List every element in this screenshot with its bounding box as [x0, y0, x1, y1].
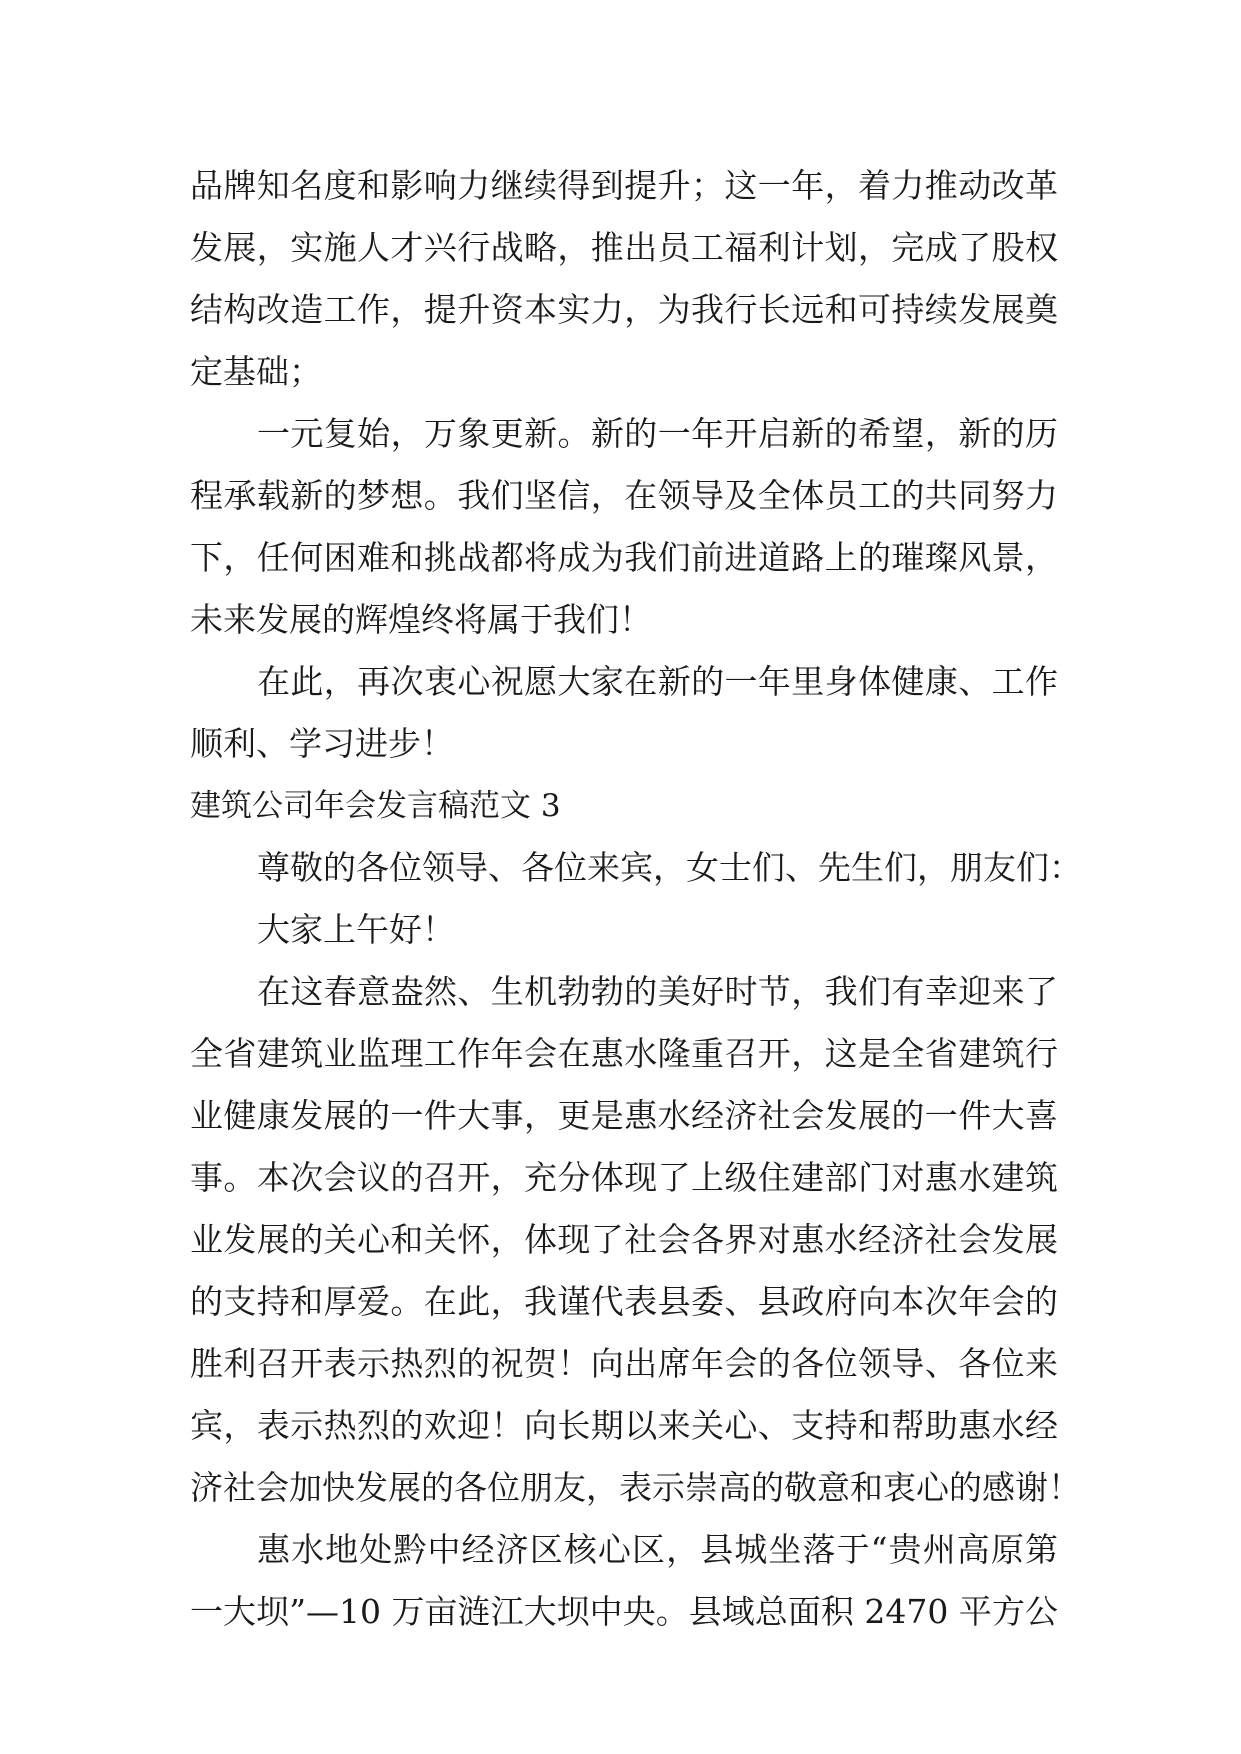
text-line: 业健康发展的一件大事，更是惠水经济社会发展的一件大喜 — [190, 1096, 1058, 1135]
text-line: 未来发展的辉煌终将属于我们！ — [190, 600, 652, 639]
text-line: 顺利、学习进步！ — [190, 724, 454, 763]
paragraph — [190, 651, 1058, 775]
text-line: 济社会加快发展的各位朋友，表示崇高的敬意和衷心的感谢！ — [190, 1468, 1081, 1507]
paragraph — [190, 1519, 1058, 1643]
text-line: 结构改造工作，提升资本实力，为我行长远和可持续发展奠 — [190, 290, 1058, 329]
text-line: 事。本次会议的召开，充分体现了上级住建部门对惠水建筑 — [190, 1158, 1058, 1197]
text-line: 程承载新的梦想。我们坚信，在领导及全体员工的共同努力 — [190, 476, 1058, 515]
text-line: 胜利召开表示热烈的祝贺！向出席年会的各位领导、各位来 — [190, 1344, 1058, 1383]
text-line: 尊敬的各位领导、各位来宾，女士们、先生们，朋友们： — [257, 848, 1082, 887]
paragraph — [190, 899, 1058, 961]
paragraph — [190, 403, 1058, 651]
text-line: 大家上午好！ — [257, 910, 455, 949]
text-line: 定基础； — [190, 352, 322, 391]
section-heading: 建筑公司年会发言稿范文 3 — [190, 788, 561, 824]
text-line: 在此，再次衷心祝愿大家在新的一年里身体健康、工作 — [257, 662, 1058, 701]
text-line: 惠水地处黔中经济区核心区，县城坐落于“贵州高原第 — [257, 1530, 1058, 1569]
paragraph — [190, 155, 1058, 403]
text-line: 在这春意盎然、生机勃勃的美好时节，我们有幸迎来了 — [257, 972, 1058, 1011]
text-line: 全省建筑业监理工作年会在惠水隆重召开，这是全省建筑行 — [190, 1034, 1058, 1073]
text-line: 下，任何困难和挑战都将成为我们前进道路上的璀璨风景， — [190, 538, 1058, 577]
document-body — [190, 155, 1082, 1643]
paragraph — [190, 837, 1082, 899]
text-line: 一大坝”—10 万亩涟江大坝中央。县域总面积 2470 平方公 — [190, 1592, 1058, 1631]
paragraph — [190, 961, 1081, 1519]
text-line: 品牌知名度和影响力继续得到提升；这一年，着力推动改革 — [190, 166, 1058, 205]
text-line: 发展，实施人才兴行战略，推出员工福利计划，完成了股权 — [190, 228, 1058, 267]
text-line: 业发展的关心和关怀，体现了社会各界对惠水经济社会发展 — [190, 1220, 1058, 1259]
text-line: 一元复始，万象更新。新的一年开启新的希望，新的历 — [257, 414, 1058, 453]
text-line: 的支持和厚爱。在此，我谨代表县委、县政府向本次年会的 — [190, 1282, 1058, 1321]
text-line: 宾，表示热烈的欢迎！向长期以来关心、支持和帮助惠水经 — [190, 1406, 1058, 1445]
